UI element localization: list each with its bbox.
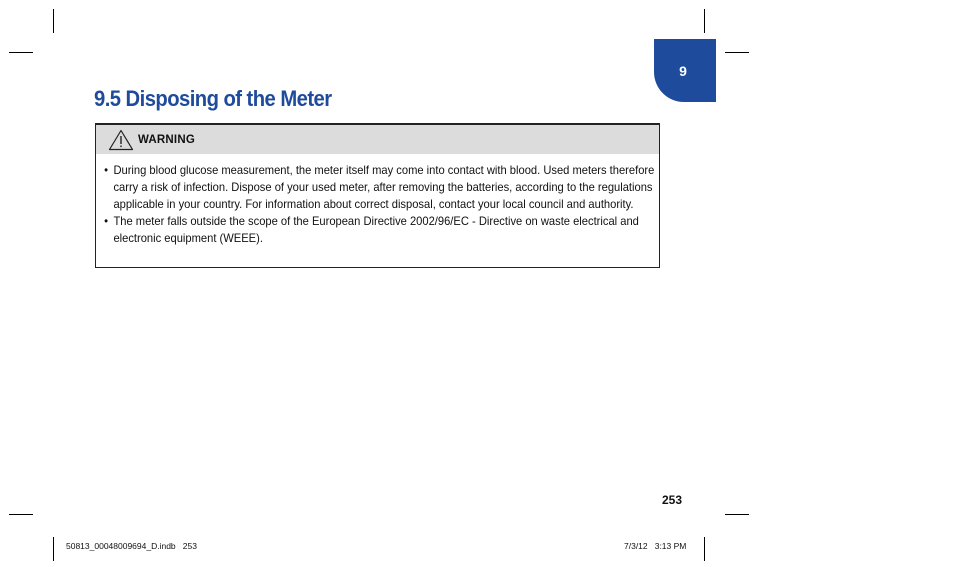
crop-mark — [9, 52, 33, 53]
warning-box — [95, 123, 660, 268]
footer-file-info: 50813_00048009694_D.indb 253 — [66, 541, 197, 551]
footer-datetime: 7/3/12 3:13 PM — [624, 541, 687, 551]
bullet-symbol: • — [104, 214, 109, 228]
warning-label: WARNING — [138, 133, 195, 146]
crop-mark — [725, 514, 749, 515]
section-heading: 9.5 Disposing of the Meter — [94, 86, 332, 111]
crop-mark — [53, 537, 54, 561]
warning-bullet-text: During blood glucose measurement, the meter itself may come into contact with blood. Used meters therefore carry a risk of infection. Dispose of your used meter, after removing the batteries, according to the regulations applicable in your country. For information about correct disposal, contact your local council and authority. — [113, 163, 655, 211]
warning-header — [96, 125, 659, 154]
chapter-number: 9 — [679, 62, 687, 79]
bullet-symbol: • — [104, 163, 109, 177]
crop-mark — [704, 9, 705, 33]
crop-mark — [9, 514, 33, 515]
chapter-tab — [654, 39, 716, 102]
crop-mark — [53, 9, 54, 33]
warning-bullet-text: The meter falls outside the scope of the European Directive 2002/96/EC - Directive on waste electrical and electronic equipment (WEEE). — [113, 214, 639, 245]
crop-mark — [704, 537, 705, 561]
warning-triangle-icon — [108, 129, 134, 151]
warning-bullet — [106, 162, 660, 213]
page-number: 253 — [662, 493, 683, 507]
crop-mark — [725, 52, 749, 53]
warning-body — [96, 154, 659, 247]
warning-bullet — [106, 213, 660, 247]
